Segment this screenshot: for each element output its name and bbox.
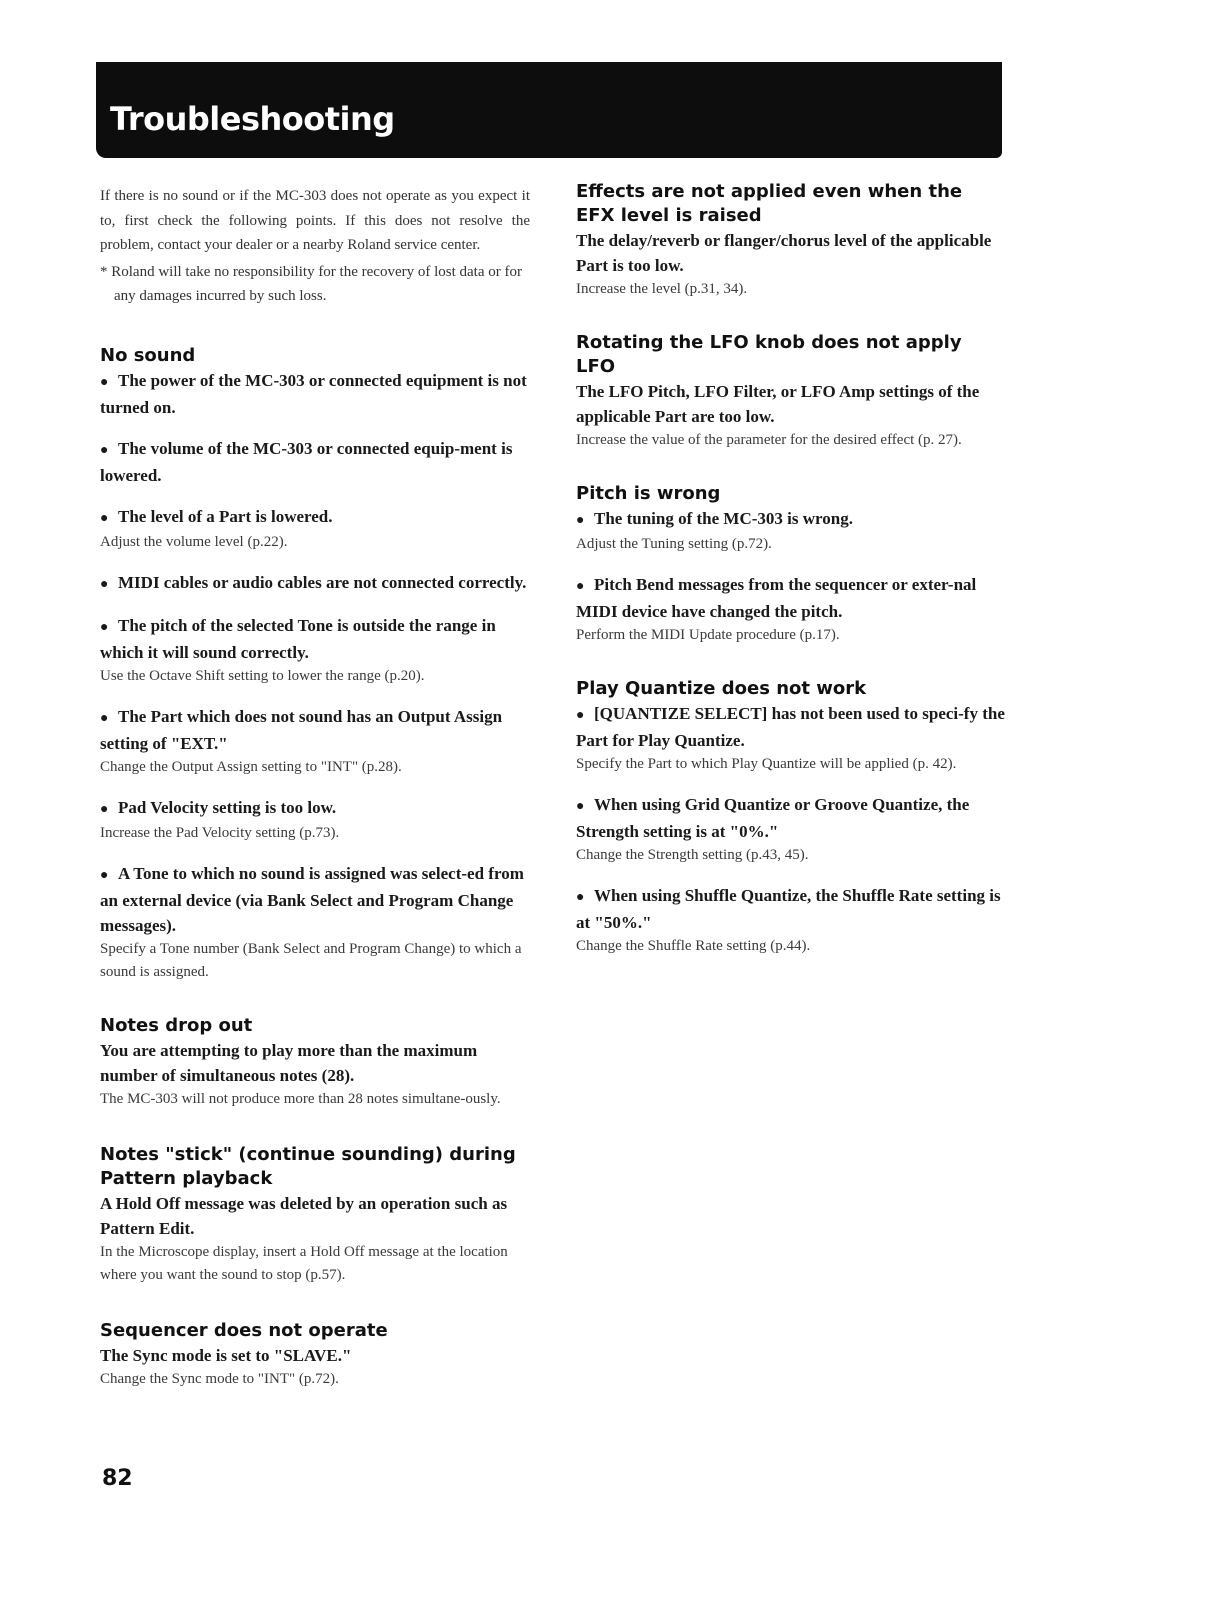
trouble-item (100, 613, 530, 688)
trouble-item (100, 861, 530, 984)
cause-text: You are attempting to play more than the maximum number of simultaneous notes (28). (100, 1040, 478, 1085)
section-heading: Notes "stick" (continue sounding) during Pattern playback (100, 1143, 516, 1189)
remedy-text: The MC-303 will not produce more than 28 notes simultane-ously. (100, 1090, 501, 1107)
section-notes-stick (100, 1143, 530, 1287)
section-heading: No sound (100, 344, 196, 366)
remedy-text: Adjust the Tuning setting (p.72). (576, 536, 772, 552)
cause-text: ● The pitch of the selected Tone is outside the range in which it will sound correctly. (100, 615, 496, 662)
trouble-item (576, 883, 1006, 958)
bullet-icon: ● (100, 576, 109, 592)
trouble-item (100, 368, 530, 420)
cause-text: The Sync mode is set to "SLAVE." (100, 1345, 352, 1365)
trouble-item (576, 701, 1006, 776)
remedy-text: Adjust the volume level (p.22). (100, 533, 288, 550)
trouble-item (576, 379, 1006, 452)
trouble-item (100, 704, 530, 779)
remedy-text: Specify the Part to which Play Quantize will be applied (p. 42). (576, 756, 957, 772)
cause-text: The LFO Pitch, LFO Filter, or LFO Amp settings of the applicable Part are too low. (576, 382, 980, 426)
section-heading: Sequencer does not operate (100, 1319, 388, 1341)
trouble-item (100, 436, 530, 488)
section-heading: Effects are not applied even when the EFX level is raised (576, 181, 963, 226)
cause-text: ● [QUANTIZE SELECT] has not been used to speci-fy the Part for Play Quantize. (576, 704, 1005, 750)
bullet-icon: ● (100, 510, 109, 526)
bullet-icon: ● (100, 374, 109, 390)
cause-text: ● The Part which does not sound has an Output Assign setting of "EXT." (100, 706, 503, 753)
bullet-icon: ● (100, 867, 109, 883)
remedy-text: Change the Strength setting (p.43, 45). (576, 847, 809, 863)
section-heading: Rotating the LFO knob does not apply LFO (576, 332, 962, 377)
right-column (576, 180, 1006, 958)
remedy-text: In the Microscope display, insert a Hold Off message at the location where you want the sound to stop (p.57). (100, 1243, 508, 1283)
section-lfo (576, 331, 1006, 452)
remedy-text: Change the Output Assign setting to "INT" (p.28). (100, 758, 402, 775)
remedy-text: Increase the Pad Velocity setting (p.73). (100, 824, 340, 841)
section-notes-drop-out (100, 1014, 530, 1111)
remedy-text: Perform the MIDI Update procedure (p.17). (576, 627, 840, 643)
bullet-icon: ● (576, 890, 585, 905)
trouble-item (576, 792, 1006, 867)
trouble-item (100, 1038, 530, 1111)
left-column (100, 184, 530, 1391)
cause-text: ● The power of the MC-303 or connected equipment is not turned on. (100, 370, 527, 417)
bullet-icon: ● (576, 513, 585, 528)
remedy-text: Change the Shuffle Rate setting (p.44). (576, 938, 811, 954)
section-effects (576, 180, 1006, 301)
bullet-icon: ● (100, 801, 109, 817)
remedy-text: Change the Sync mode to "INT" (p.72). (100, 1370, 339, 1387)
bullet-icon: ● (576, 708, 585, 723)
section-no-sound (100, 344, 530, 984)
cause-text: ● The volume of the MC-303 or connected equip-ment is lowered. (100, 438, 513, 485)
trouble-item (100, 1191, 530, 1287)
bullet-icon: ● (576, 799, 585, 814)
section-pitch (576, 482, 1006, 647)
remedy-text: Increase the value of the parameter for the desired effect (p. 27). (576, 432, 962, 448)
cause-text: ● Pad Velocity setting is too low. (100, 795, 530, 822)
remedy-text: Specify a Tone number (Bank Select and Program Change) to which a sound is assigned. (100, 940, 522, 980)
trouble-item (100, 1343, 530, 1391)
section-sequencer (100, 1319, 530, 1391)
intro-paragraph: If there is no sound or if the MC-303 does not operate as you expect it to, first check the following points. If this does not resolve the problem, contact your dealer or a nearby Roland service center. (100, 188, 530, 253)
remedy-text: Use the Octave Shift setting to lower the range (p.20). (100, 667, 425, 684)
title-banner (96, 62, 1002, 158)
trouble-item (100, 795, 530, 845)
cause-text: ● The tuning of the MC-303 is wrong. (576, 506, 1006, 533)
cause-text: ● When using Grid Quantize or Groove Quantize, the Strength setting is at "0%." (576, 795, 970, 841)
trouble-item (576, 506, 1006, 556)
page-number: 82 (102, 1466, 133, 1491)
trouble-item (100, 504, 530, 554)
cause-text: ● When using Shuffle Quantize, the Shuffle Rate setting is at "50%." (576, 886, 1001, 932)
cause-text: ● The level of a Part is lowered. (100, 504, 530, 531)
cause-text: ● Pitch Bend messages from the sequencer or exter-nal MIDI device have changed the pitch. (576, 575, 977, 621)
cause-text: The delay/reverb or flanger/chorus level of the applicable Part is too low. (576, 231, 992, 275)
section-play-quantize (576, 677, 1006, 958)
page-title: Troubleshooting (110, 100, 395, 138)
bullet-icon: ● (100, 619, 109, 635)
section-heading: Play Quantize does not work (576, 678, 867, 699)
cause-text: A Hold Off message was deleted by an operation such as Pattern Edit. (100, 1193, 508, 1238)
trouble-item (576, 572, 1006, 647)
bullet-icon: ● (100, 442, 109, 458)
section-heading: Notes drop out (100, 1014, 253, 1036)
section-heading: Pitch is wrong (576, 483, 721, 504)
trouble-item (576, 228, 1006, 301)
cause-text: ● A Tone to which no sound is assigned was select-ed from an external device (via Bank Select and Program Change messages). (100, 863, 524, 935)
cause-text: ● MIDI cables or audio cables are not connected correctly. (100, 570, 530, 597)
remedy-text: Increase the level (p.31, 34). (576, 281, 748, 297)
bullet-icon: ● (100, 710, 109, 726)
disclaimer-note: * Roland will take no responsibility for the recovery of lost data or for any damages incurred by such loss. (100, 263, 522, 304)
trouble-item (100, 570, 530, 597)
bullet-icon: ● (576, 579, 585, 594)
